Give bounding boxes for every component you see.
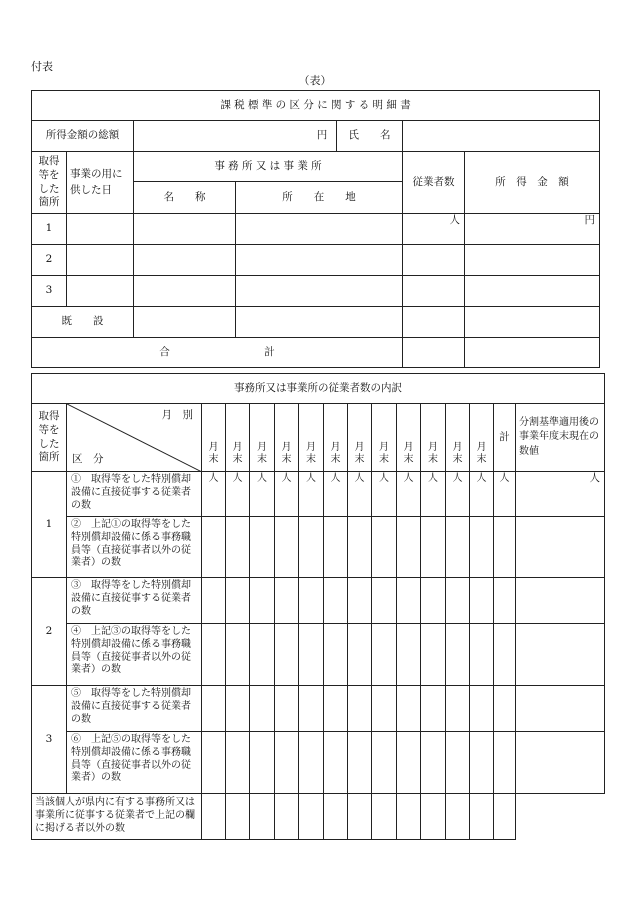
income-cell[interactable] xyxy=(465,245,600,276)
footer-row xyxy=(32,794,605,840)
month-cell[interactable] xyxy=(372,624,397,686)
month-end-header: 月末 xyxy=(324,404,348,472)
table-row xyxy=(32,276,600,307)
month-cell[interactable] xyxy=(299,517,324,578)
name-field[interactable] xyxy=(403,121,600,152)
yen-unit: 円 xyxy=(316,129,328,142)
month-cell[interactable] xyxy=(275,794,299,840)
table-row xyxy=(32,307,600,338)
month-end-header: 月末 xyxy=(348,404,372,472)
person-unit-cell[interactable]: 人 xyxy=(202,472,226,517)
person-unit-cell[interactable]: 人 xyxy=(275,472,299,517)
month-cell[interactable] xyxy=(275,686,299,732)
month-cell[interactable] xyxy=(324,732,348,794)
name-cell[interactable] xyxy=(134,214,236,245)
col-acquired: 取得等をした箇所 xyxy=(32,404,67,472)
month-cell[interactable] xyxy=(299,624,324,686)
person-unit-cell[interactable]: 人 xyxy=(324,472,348,517)
month-cell[interactable] xyxy=(348,517,372,578)
month-cell[interactable] xyxy=(202,794,226,840)
person-unit-cell[interactable]: 人 xyxy=(516,472,605,517)
total-income-label: 所得金額の総額 xyxy=(32,121,134,152)
person-unit-cell[interactable]: 人 xyxy=(372,472,397,517)
table-label: （表） xyxy=(298,74,332,87)
col-office-group: 事 務 所 又 は 事 業 所 xyxy=(134,152,403,182)
month-end-header: 月末 xyxy=(372,404,397,472)
date-cell[interactable] xyxy=(67,245,134,276)
col-income: 所 得 金 額 xyxy=(465,152,600,214)
month-cell[interactable] xyxy=(446,686,470,732)
month-cell[interactable] xyxy=(250,624,275,686)
month-cell[interactable] xyxy=(202,686,226,732)
table-row xyxy=(32,686,605,732)
name-cell[interactable] xyxy=(134,245,236,276)
month-cell[interactable] xyxy=(324,794,348,840)
month-cell[interactable] xyxy=(421,517,446,578)
month-cell[interactable] xyxy=(446,578,470,624)
name-cell[interactable] xyxy=(134,276,236,307)
table-row xyxy=(32,214,600,245)
allocation-cell[interactable] xyxy=(516,624,605,686)
category-label: 区 分 xyxy=(72,452,104,465)
month-cell[interactable] xyxy=(202,578,226,624)
month-cell[interactable] xyxy=(372,732,397,794)
month-cell[interactable] xyxy=(421,686,446,732)
group-label: 3 xyxy=(32,686,67,794)
month-cell[interactable] xyxy=(421,624,446,686)
employees-cell[interactable] xyxy=(403,245,465,276)
location-cell[interactable] xyxy=(236,307,403,338)
month-cell[interactable] xyxy=(470,578,494,624)
month-cell[interactable] xyxy=(250,578,275,624)
month-cell[interactable] xyxy=(299,794,324,840)
month-label: 月 別 xyxy=(161,409,193,421)
person-unit-cell[interactable]: 人 xyxy=(397,472,421,517)
month-cell[interactable] xyxy=(324,624,348,686)
allocation-cell[interactable] xyxy=(516,578,605,624)
total-header: 計 xyxy=(494,404,516,472)
month-cell[interactable] xyxy=(372,578,397,624)
person-unit-cell[interactable]: 人 xyxy=(446,472,470,517)
month-cell[interactable] xyxy=(446,794,470,840)
month-cell[interactable] xyxy=(226,578,250,624)
month-cell[interactable] xyxy=(275,578,299,624)
month-cell[interactable] xyxy=(226,517,250,578)
income-total-cell[interactable] xyxy=(465,338,600,368)
table-row xyxy=(32,578,605,624)
col-location: 所 在 地 xyxy=(236,182,403,214)
month-cell[interactable] xyxy=(470,686,494,732)
month-cell[interactable] xyxy=(372,686,397,732)
month-cell[interactable] xyxy=(421,732,446,794)
month-cell[interactable] xyxy=(324,517,348,578)
person-unit-cell[interactable]: 人 xyxy=(421,472,446,517)
month-cell[interactable] xyxy=(250,517,275,578)
group-label: 1 xyxy=(32,472,67,578)
total-row xyxy=(32,338,600,368)
total-cell[interactable] xyxy=(494,578,516,624)
month-cell[interactable] xyxy=(226,794,250,840)
month-cell[interactable] xyxy=(348,578,372,624)
total-cell[interactable] xyxy=(494,624,516,686)
month-cell[interactable] xyxy=(202,732,226,794)
name-label: 氏 名 xyxy=(336,121,402,151)
person-unit-cell[interactable]: 人 xyxy=(226,472,250,517)
employees-cell[interactable] xyxy=(403,307,465,338)
person-unit-cell[interactable]: 人 xyxy=(470,472,494,517)
month-cell[interactable] xyxy=(348,794,372,840)
month-cell[interactable] xyxy=(226,624,250,686)
total-label: 合 計 xyxy=(32,338,403,368)
month-cell[interactable] xyxy=(397,517,421,578)
location-cell[interactable] xyxy=(236,245,403,276)
month-cell[interactable] xyxy=(446,517,470,578)
table-row xyxy=(32,624,605,686)
category-description: ④ 上記③の取得等をした特別償却設備に係る事務職員等（直接従事者以外の従業者）の数 xyxy=(67,624,202,686)
row-label: 2 xyxy=(32,245,67,276)
col-name: 名 称 xyxy=(134,182,236,214)
category-description: ⑤ 取得等をした特別償却設備に直接従事する従業者の数 xyxy=(67,686,202,732)
category-description: ⑥ 上記⑤の取得等をした特別償却設備に係る事務職員等（直接従事者以外の従業者）の数 xyxy=(67,732,202,794)
category-description: ① 取得等をした特別償却設備に直接従事する従業者の数 xyxy=(67,472,202,517)
month-cell[interactable] xyxy=(324,578,348,624)
month-end-header: 月末 xyxy=(202,404,226,472)
diagonal-header xyxy=(67,404,202,472)
col-business-date: 事業の用に供した日 xyxy=(67,152,134,214)
table-row xyxy=(32,472,605,517)
month-end-header: 月末 xyxy=(470,404,494,472)
total-cell[interactable] xyxy=(494,794,516,840)
month-cell[interactable] xyxy=(470,517,494,578)
month-cell[interactable] xyxy=(421,578,446,624)
category-description: ③ 取得等をした特別償却設備に直接従事する従業者の数 xyxy=(67,578,202,624)
month-cell[interactable] xyxy=(397,686,421,732)
yen-unit-cell[interactable]: 円 xyxy=(465,214,600,245)
person-unit-cell[interactable]: 人 xyxy=(348,472,372,517)
name-cell[interactable] xyxy=(134,307,236,338)
month-cell[interactable] xyxy=(250,794,275,840)
month-cell[interactable] xyxy=(299,732,324,794)
income-cell[interactable] xyxy=(465,276,600,307)
income-breakdown-table xyxy=(31,90,600,368)
employee-breakdown-table xyxy=(31,373,605,840)
location-cell[interactable] xyxy=(236,214,403,245)
month-cell[interactable] xyxy=(397,732,421,794)
total-cell[interactable] xyxy=(494,732,516,794)
month-cell[interactable] xyxy=(275,624,299,686)
row-label: 3 xyxy=(32,276,67,307)
month-cell[interactable] xyxy=(299,578,324,624)
month-cell[interactable] xyxy=(348,686,372,732)
location-cell[interactable] xyxy=(236,276,403,307)
employees-total-cell[interactable] xyxy=(403,338,465,368)
month-cell[interactable] xyxy=(324,686,348,732)
row-label: 1 xyxy=(32,214,67,245)
allocation-cell-empty xyxy=(516,794,605,840)
month-end-header: 月末 xyxy=(446,404,470,472)
person-unit-cell[interactable]: 人 xyxy=(299,472,324,517)
month-cell[interactable] xyxy=(470,732,494,794)
month-cell[interactable] xyxy=(397,794,421,840)
month-cell[interactable] xyxy=(226,686,250,732)
month-cell[interactable] xyxy=(275,732,299,794)
table-row xyxy=(32,732,605,794)
month-cell[interactable] xyxy=(470,624,494,686)
col-employees: 従業者数 xyxy=(403,152,465,214)
total-cell[interactable] xyxy=(494,686,516,732)
month-cell[interactable] xyxy=(202,624,226,686)
month-cell[interactable] xyxy=(446,624,470,686)
date-cell[interactable] xyxy=(67,214,134,245)
month-end-header: 月末 xyxy=(421,404,446,472)
month-cell[interactable] xyxy=(226,732,250,794)
month-end-header: 月末 xyxy=(275,404,299,472)
footer-note: 当該個人が県内に有する事務所又は事業所に従事する従業者で上記の欄に掲げる者以外の数 xyxy=(32,794,202,840)
month-cell[interactable] xyxy=(348,624,372,686)
allocation-cell[interactable] xyxy=(516,732,605,794)
income-cell[interactable] xyxy=(465,307,600,338)
date-cell[interactable] xyxy=(67,276,134,307)
table-row xyxy=(32,245,600,276)
month-end-header: 月末 xyxy=(226,404,250,472)
month-cell[interactable] xyxy=(275,517,299,578)
month-cell[interactable] xyxy=(397,624,421,686)
table-row xyxy=(32,517,605,578)
month-cell[interactable] xyxy=(372,517,397,578)
month-cell[interactable] xyxy=(250,686,275,732)
month-cell[interactable] xyxy=(446,732,470,794)
person-unit-cell[interactable]: 人 xyxy=(494,472,516,517)
month-cell[interactable] xyxy=(397,578,421,624)
col-acquired: 取得等をした箇所 xyxy=(32,152,67,214)
person-unit-cell[interactable]: 人 xyxy=(250,472,275,517)
employees-cell[interactable] xyxy=(403,276,465,307)
total-cell[interactable] xyxy=(494,517,516,578)
month-end-header: 月末 xyxy=(397,404,421,472)
month-cell[interactable] xyxy=(470,794,494,840)
month-cell[interactable] xyxy=(421,794,446,840)
month-cell[interactable] xyxy=(299,686,324,732)
section2-title: 事務所又は事業所の従業者数の内訳 xyxy=(32,374,605,404)
group-label: 2 xyxy=(32,578,67,686)
appendix-label: 付表 xyxy=(31,60,53,73)
month-cell[interactable] xyxy=(372,794,397,840)
person-unit[interactable]: 人 xyxy=(403,214,465,245)
month-end-header: 月末 xyxy=(299,404,324,472)
month-cell[interactable] xyxy=(202,517,226,578)
allocation-header: 分割基準適用後の事業年度末現在の数値 xyxy=(516,404,605,472)
month-end-header: 月末 xyxy=(250,404,275,472)
section1-title: 課 税 標 準 の 区 分 に 関 す る 明 細 書 xyxy=(32,91,600,121)
month-cell[interactable] xyxy=(250,732,275,794)
existing-label: 既 設 xyxy=(32,307,134,338)
allocation-cell[interactable] xyxy=(516,686,605,732)
month-cell[interactable] xyxy=(348,732,372,794)
allocation-cell[interactable] xyxy=(516,517,605,578)
total-income-field[interactable] xyxy=(134,121,403,152)
category-description: ② 上記①の取得等をした特別償却設備に係る事務職員等（直接従事者以外の従業者）の数 xyxy=(67,517,202,578)
